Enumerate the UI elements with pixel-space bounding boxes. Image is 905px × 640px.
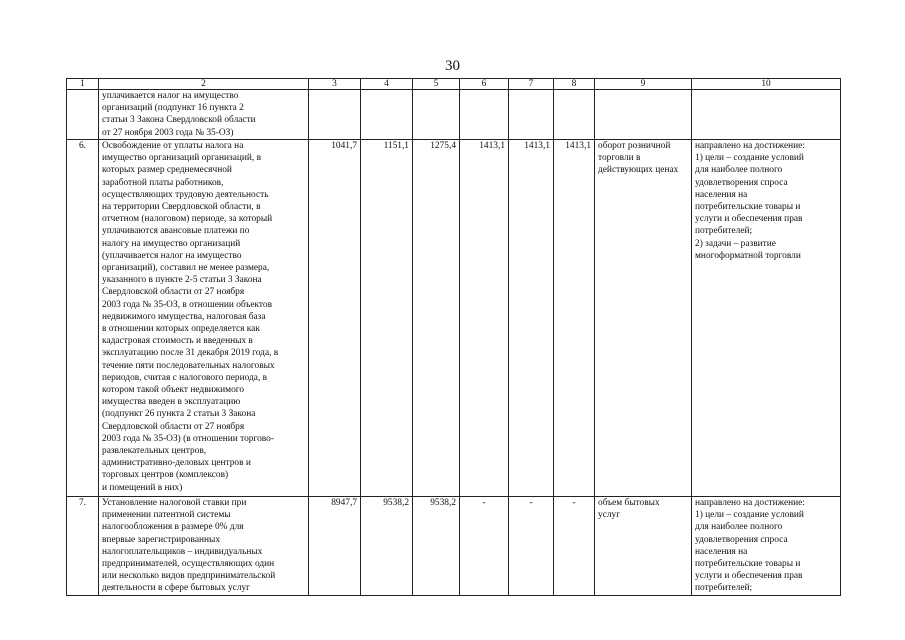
column-header: 7 [509, 79, 554, 90]
purpose-text: направлено на достижение: 1) цели – создание условий для наиболее полного удовлетворения спроса населения на потребительские товары и услуги и обеспечения прав потребителей; [692, 497, 841, 596]
value-col-6 [460, 90, 509, 140]
value-col-3 [309, 90, 361, 140]
table-row [67, 497, 841, 596]
column-header: 10 [692, 79, 841, 90]
column-header: 3 [309, 79, 361, 90]
value-col-4 [361, 90, 413, 140]
page-number: 30 [445, 58, 460, 74]
column-header: 8 [554, 79, 595, 90]
purpose-text: направлено на достижение: 1) цели – создание условий для наиболее полного удовлетворения спроса населения на потребительские товары и услуги и обеспечения прав потребителей; 2) задачи – развитие многоформатной торговли [692, 140, 841, 497]
row-number [67, 90, 99, 140]
value-col-3: 8947,7 [309, 497, 361, 596]
indicator-text: оборот розничной торговли в действующих ценах [595, 140, 692, 497]
benefit-description: Установление налоговой ставки при применении патентной системы налогообложения в размере 0% для впервые зарегистрированных налогоплательщиков – индивидуальных предпринимателей, осуществляющих один или несколько видов предпринимательской деятельности в сфере бытовых услуг [99, 497, 309, 596]
column-header: 1 [67, 79, 99, 90]
table-row [67, 90, 841, 140]
value-col-4: 9538,2 [361, 497, 413, 596]
row-number: 6. [67, 140, 99, 497]
indicator-text [595, 90, 692, 140]
value-col-4: 1151,1 [361, 140, 413, 497]
value-col-7: - [509, 497, 554, 596]
row-number: 7. [67, 497, 99, 596]
value-col-8: 1413,1 [554, 140, 595, 497]
benefit-description: уплачивается налог на имущество организаций (подпункт 16 пункта 2 статьи 3 Закона Свердловской области от 27 ноября 2003 года № 35-ОЗ) [99, 90, 309, 140]
column-header: 6 [460, 79, 509, 90]
column-header: 5 [413, 79, 460, 90]
purpose-text [692, 90, 841, 140]
column-number-row [67, 79, 841, 90]
value-col-3: 1041,7 [309, 140, 361, 497]
column-header: 4 [361, 79, 413, 90]
value-col-6: - [460, 497, 509, 596]
column-header: 2 [99, 79, 309, 90]
tax-benefits-table [66, 78, 841, 596]
value-col-7 [509, 90, 554, 140]
indicator-text: объем бытовых услуг [595, 497, 692, 596]
value-col-8: - [554, 497, 595, 596]
column-header: 9 [595, 79, 692, 90]
value-col-6: 1413,1 [460, 140, 509, 497]
table-row [67, 140, 841, 497]
value-col-5: 9538,2 [413, 497, 460, 596]
benefit-description: Освобождение от уплаты налога на имущество организаций организаций, в которых размер среднемесячной заработной платы работников, осуществляющих трудовую деятельность на территории Свердловской области, в отчетном (налоговом) периоде, за который уплачиваются авансовые платежи по налогу на имущество организаций (уплачивается налог на имущество организаций), составил не менее размера, указанного в пункте 2-5 статьи 3 Закона Свердловской области от 27 ноября 2003 года № 35-ОЗ, в отношении объектов недвижимого имущества, налоговая база в отношении которых определяется как кадастровая стоимость и введенных в эксплуатацию после 31 декабря 2019 года, в течение пяти последовательных налоговых периодов, считая с налогового периода, в котором такой объект недвижимого имущества введен в эксплуатацию (подпункт 26 пункта 2 статьи 3 Закона Свердловской области от 27 ноября 2003 года № 35-ОЗ) (в отношении торгово- развлекательных центров, административно-деловых центров и торговых центров (комплексов) и помещений в них) [99, 140, 309, 497]
value-col-8 [554, 90, 595, 140]
value-col-7: 1413,1 [509, 140, 554, 497]
value-col-5 [413, 90, 460, 140]
value-col-5: 1275,4 [413, 140, 460, 497]
